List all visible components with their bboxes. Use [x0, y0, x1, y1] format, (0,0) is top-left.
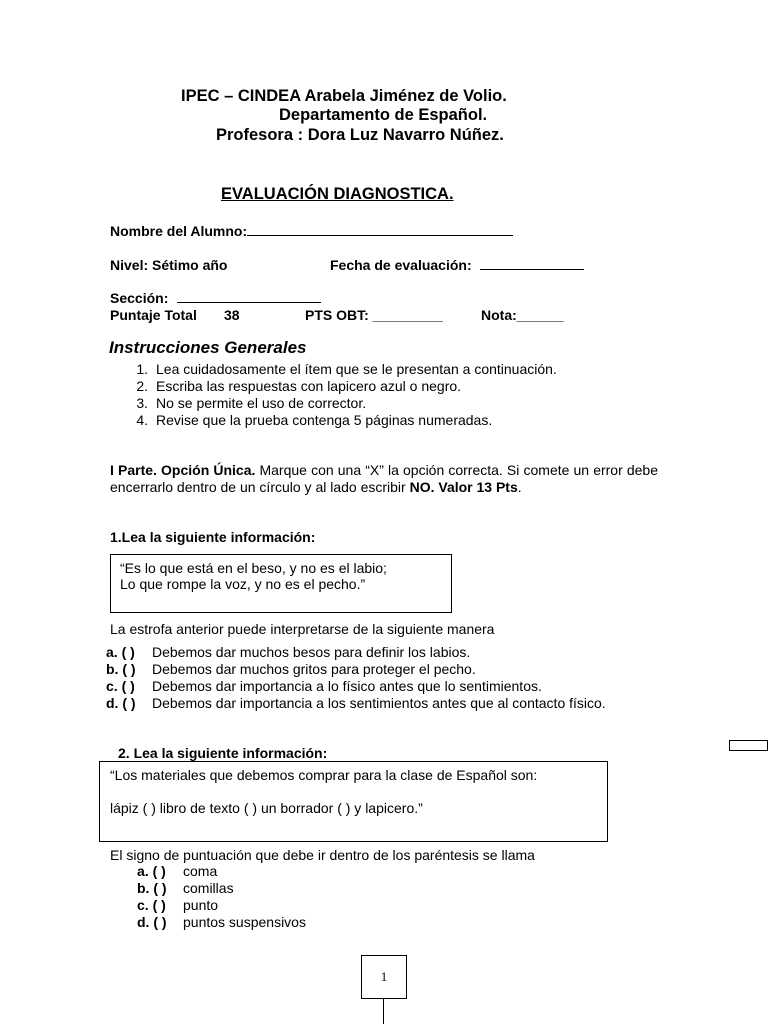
q1-prompt: 1.Lea la siguiente información:	[110, 529, 316, 545]
q2-stem: El signo de puntuación que debe ir dentro de los paréntesis se llama	[110, 847, 535, 863]
instruction-text: No se permite el uso de corrector.	[156, 395, 367, 411]
option-text: Debemos dar muchos gritos para proteger el pecho.	[152, 661, 476, 677]
page-title: EVALUACIÓN DIAGNOSTICA.	[221, 185, 454, 203]
q2-quote-line1: “Los materiales que debemos comprar para la clase de Español son:	[110, 767, 538, 783]
grade-label: Nota:	[481, 307, 517, 323]
points-obtained-label: PTS OBT:	[305, 307, 369, 323]
points-obtained	[305, 307, 443, 323]
part1-instructions	[110, 462, 658, 496]
instruction-item	[124, 361, 557, 378]
option-letter: b. ( )	[137, 880, 167, 896]
option-text: coma	[183, 863, 218, 879]
q1-options	[106, 644, 606, 712]
date-blank[interactable]	[480, 268, 584, 270]
margin-box	[729, 740, 768, 751]
option-row[interactable]	[137, 880, 306, 897]
points-obtained-blank[interactable]: _________	[372, 307, 443, 323]
option-letter: d. ( )	[137, 914, 167, 930]
option-text: comillas	[183, 880, 234, 896]
section-label: Sección:	[110, 290, 169, 306]
score-total-label: Puntaje Total	[110, 307, 197, 323]
part1-no: NO.	[409, 479, 435, 495]
option-letter: c. ( )	[106, 678, 135, 694]
page-number: 1	[361, 955, 407, 999]
option-letter: a. ( )	[106, 644, 135, 660]
q2-quote-box	[99, 761, 608, 842]
q1-stem: La estrofa anterior puede interpretarse de la siguiente manera	[110, 621, 495, 637]
q2-prompt: 2. Lea la siguiente información:	[118, 745, 328, 761]
instruction-text: Revise que la prueba contenga 5 páginas numeradas.	[156, 412, 493, 428]
option-text: Debemos dar muchos besos para definir los labios.	[152, 644, 471, 660]
option-letter: d. ( )	[106, 695, 136, 711]
option-letter: a. ( )	[137, 863, 166, 879]
instruction-text: Lea cuidadosamente el ítem que se le presentan a continuación.	[156, 361, 557, 377]
instructions-list	[124, 361, 557, 429]
option-row[interactable]	[137, 863, 306, 880]
instruction-number: 2.	[136, 378, 148, 394]
option-row[interactable]	[106, 661, 606, 678]
section-blank[interactable]	[177, 301, 321, 303]
score-total-value: 38	[224, 307, 240, 323]
school-name: IPEC – CINDEA Arabela Jiménez de Volio.	[181, 87, 507, 105]
q1-quote-line1: “Es lo que está en el beso, y no es el labio;	[120, 560, 387, 576]
q1-quote-box	[110, 554, 452, 613]
instruction-number: 4.	[136, 412, 148, 428]
level-label: Nivel: Sétimo año	[110, 257, 228, 273]
page-number-connector	[383, 998, 384, 1024]
part1-value: Valor 13 Pts	[434, 479, 518, 495]
instruction-number: 1.	[136, 361, 148, 377]
option-row[interactable]	[106, 678, 606, 695]
teacher-name: Profesora : Dora Luz Navarro Núñez.	[216, 126, 504, 144]
instruction-text: Escriba las respuestas con lapicero azul o negro.	[156, 378, 462, 394]
student-name-label: Nombre del Alumno:	[110, 223, 248, 239]
option-letter: b. ( )	[106, 661, 136, 677]
part1-text: Marque con una “X” la opción correcta. Si comete un error debe encerrarlo dentro de un círculo y al lado escribir	[110, 462, 659, 495]
grade-blank[interactable]: ______	[516, 307, 564, 323]
q2-quote-line2: lápiz ( ) libro de texto ( ) un borrador ( ) y lapicero.”	[110, 800, 423, 816]
part1-end: .	[517, 479, 522, 495]
student-name-row	[110, 223, 513, 239]
date-label: Fecha de evaluación:	[330, 257, 472, 273]
option-row[interactable]	[106, 695, 606, 712]
option-text: punto	[183, 897, 219, 913]
option-text: Debemos dar importancia a los sentimientos antes que al contacto físico.	[152, 695, 606, 711]
option-row[interactable]	[137, 897, 306, 914]
q2-options	[137, 863, 306, 931]
option-row[interactable]	[106, 644, 606, 661]
section-row	[110, 290, 321, 306]
student-name-blank[interactable]	[247, 234, 513, 236]
department-name: Departamento de Español.	[279, 106, 488, 124]
instruction-item	[124, 378, 557, 395]
date-row	[330, 257, 584, 273]
q1-quote-line2: Lo que rompe la voz, y no es el pecho.”	[120, 576, 366, 592]
instruction-item	[124, 395, 557, 412]
option-row[interactable]	[137, 914, 306, 931]
option-text: puntos suspensivos	[183, 914, 306, 930]
instruction-number: 3.	[136, 395, 148, 411]
grade	[481, 307, 564, 323]
option-letter: c. ( )	[137, 897, 166, 913]
instructions-title: Instrucciones Generales	[109, 338, 307, 357]
option-text: Debemos dar importancia a lo físico antes que lo sentimientos.	[152, 678, 542, 694]
part1-lead: I Parte. Opción Única.	[110, 462, 256, 478]
instruction-item	[124, 412, 557, 429]
